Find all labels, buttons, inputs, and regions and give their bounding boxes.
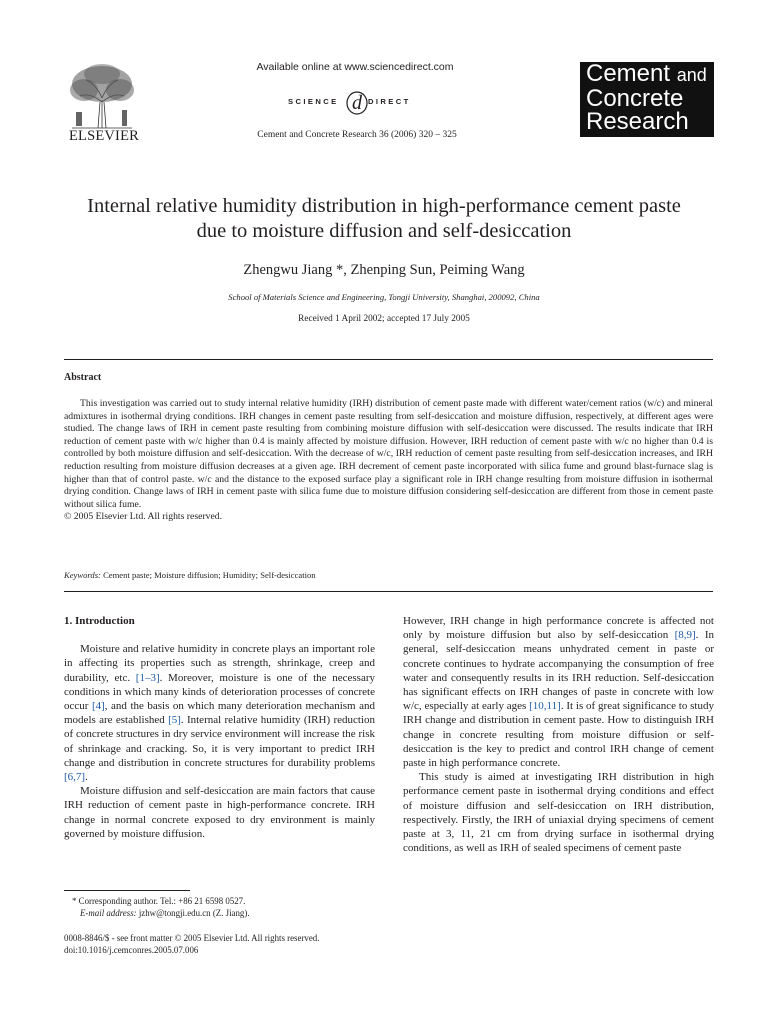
intro-paragraph-3 (403, 614, 714, 770)
text-run: . Moreover, moisture is one of the necessary conditions in which many kinds of deterioration processes of concrete occur (64, 671, 375, 713)
text-run: . Internal relative humidity (IRH) reduction of concrete structures in dry service environment will increase the risk of shrinkage and cracking. So, it is very important to predict IRH change and distribution in concrete structures for durability problems (64, 714, 375, 769)
sd-left-word: SCIENCE (288, 97, 339, 106)
reference-link[interactable]: [6,7] (64, 771, 86, 784)
abstract-body (64, 398, 713, 524)
affiliation: School of Materials Science and Engineering, Tongji University, Shanghai, 200092, China (228, 292, 540, 302)
text-run: . In general, self-desiccation means unhydrated cement in paste or concrete continues to hydrate accompanying the consumption of free water and consequently results in its IRH reduction. Self-desiccation has significant effects on IRH changes of paste in concrete with low w/c, especially at early ages (403, 629, 714, 713)
footnote-corresponding: * Corresponding author. Tel.: +86 21 6598 0527. (72, 896, 246, 906)
text-run: . (85, 771, 88, 784)
keywords-label: Keywords: (64, 570, 101, 580)
issn-line: 0008-8846/$ - see front matter © 2005 Elsevier Ltd. All rights reserved. (64, 933, 320, 943)
sciencedirect-d-icon (345, 88, 369, 116)
abstract-divider (64, 591, 713, 592)
other-authors: , Zhenping Sun, Peiming Wang (343, 262, 525, 278)
available-online-link[interactable]: Available online at www.sciencedirect.com (256, 61, 454, 73)
footnote-email (64, 907, 375, 919)
left-column (64, 614, 375, 841)
email-label: E-mail address: (80, 908, 137, 919)
email-address[interactable]: jzhw@tongji.edu.cn (Z. Jiang). (136, 908, 250, 919)
elsevier-tree-logo (62, 62, 142, 130)
footnote (64, 895, 375, 919)
front-matter (64, 932, 384, 957)
publisher-name: ELSEVIER (68, 128, 140, 144)
reference-link[interactable]: [1–3] (135, 671, 160, 684)
reference-link[interactable]: [8,9] (674, 629, 696, 642)
text-run: . It is of great significance to study IRH change and distribution in cement paste. How to distinguish IRH change in concrete resulting from moisture diffusion or self-desiccation is the key to predict and control IRH change of cement paste in high performance concrete. (403, 700, 714, 770)
journal-citation: Cement and Concrete Research 36 (2006) 320 – 325 (257, 130, 457, 140)
intro-paragraph-1 (64, 642, 375, 784)
title-line2: due to moisture diffusion and self-desiccation (196, 220, 572, 242)
text-run: Moisture and relative humidity in concrete plays an important role in affecting its properties such as strength, shrinkage, creep and durability, etc. (64, 643, 375, 684)
keywords (64, 570, 713, 580)
received-dates: Received 1 April 2002; accepted 17 July 2005 (298, 314, 470, 324)
reference-link[interactable]: [5] (168, 714, 181, 727)
article-title (40, 194, 728, 244)
abstract-copyright: © 2005 Elsevier Ltd. All rights reserved. (64, 511, 223, 523)
title-line1: Internal relative humidity distribution in high-performance cement paste (87, 195, 681, 217)
doi-line[interactable]: doi:10.1016/j.cemconres.2005.07.006 (64, 945, 199, 956)
text-run: However, IRH change in high performance concrete is affected not only by moisture diffusion but also by self-desiccation (403, 615, 714, 642)
abstract-text: This investigation was carried out to study internal relative humidity (IRH) distribution of cement paste made with different water/cement ratios (w/c) and mineral admixtures in isothermal drying conditions. IRH changes in cement paste resulting from self-desiccation and moisture diffusion, respectively, at different ages were studied. The change laws of IRH in cement paste resulting from combining moisture diffusion with self-desiccation were discussed. The results indicate that IRH reduction of cement paste with w/c higher than 0.4 is mainly affected by moisture diffusion. However, IRH reduction of cement paste with w/c no higher than 0.4 is controlled by both moisture diffusion and self-desiccation. With the decrease of w/c, IRH reduction of cement paste resulting from self-desiccation increases, and IRH reduction resulting from moisture diffusion decreases at a given age. IRH decrement of cement paste incorporated with silica fume and ground blast-furnace slag is higher than that of control paste. w/c and the distance to the exposed surface play a significant role in IRH change resulting from moisture diffusion in isothermal drying condition. Change laws of IRH in cement paste with silica fume due to moisture diffusion considering self-desiccation are different from those in cement paste without silica fume. (64, 398, 713, 510)
text-run: , and the basis on which many deterioration mechanism and models are established (64, 700, 375, 727)
journal-title-word-cement: Cement (586, 60, 671, 87)
intro-paragraph-4: This study is aimed at investigating IRH distribution in high performance cement paste in isothermal drying conditions and effect of moisture diffusion and self-desiccation on IRH distribution, respectively. Firstly, the IRH of uniaxial drying specimens of cement paste at 3, 11, 21 cm from drying surface in isothermal drying conditions, as well as IRH of sealed specimens of cement paste (403, 771, 714, 855)
footnote-divider (64, 890, 190, 891)
sd-right-word: DIRECT (368, 97, 411, 106)
abstract-heading: Abstract (64, 372, 102, 383)
corresponding-mark[interactable]: * (332, 262, 344, 278)
journal-title-word-and: and (676, 65, 707, 85)
journal-title-line3: Research (586, 108, 689, 135)
author-list (40, 262, 728, 279)
right-column (403, 614, 714, 855)
journal-title-box (580, 62, 714, 137)
top-divider (64, 359, 713, 360)
sciencedirect-brand (288, 88, 428, 116)
journal-title-line2: Concrete (586, 85, 684, 112)
reference-link[interactable]: [4] (91, 700, 105, 713)
author-1[interactable]: Zhengwu Jiang (243, 262, 333, 278)
sd-mark-letter: d (352, 92, 362, 114)
journal-title-line1 (580, 62, 714, 87)
intro-paragraph-2: Moisture diffusion and self-desiccation are main factors that cause IRH reduction of cement paste in high-performance concrete. IRH change in normal concrete exposed to dry environment is mainly governed by moisture diffusion. (64, 785, 375, 840)
keywords-text: Cement paste; Moisture diffusion; Humidity; Self-desiccation (100, 570, 316, 580)
section-heading-introduction: 1. Introduction (64, 615, 135, 627)
reference-link[interactable]: [10,11] (529, 700, 561, 713)
